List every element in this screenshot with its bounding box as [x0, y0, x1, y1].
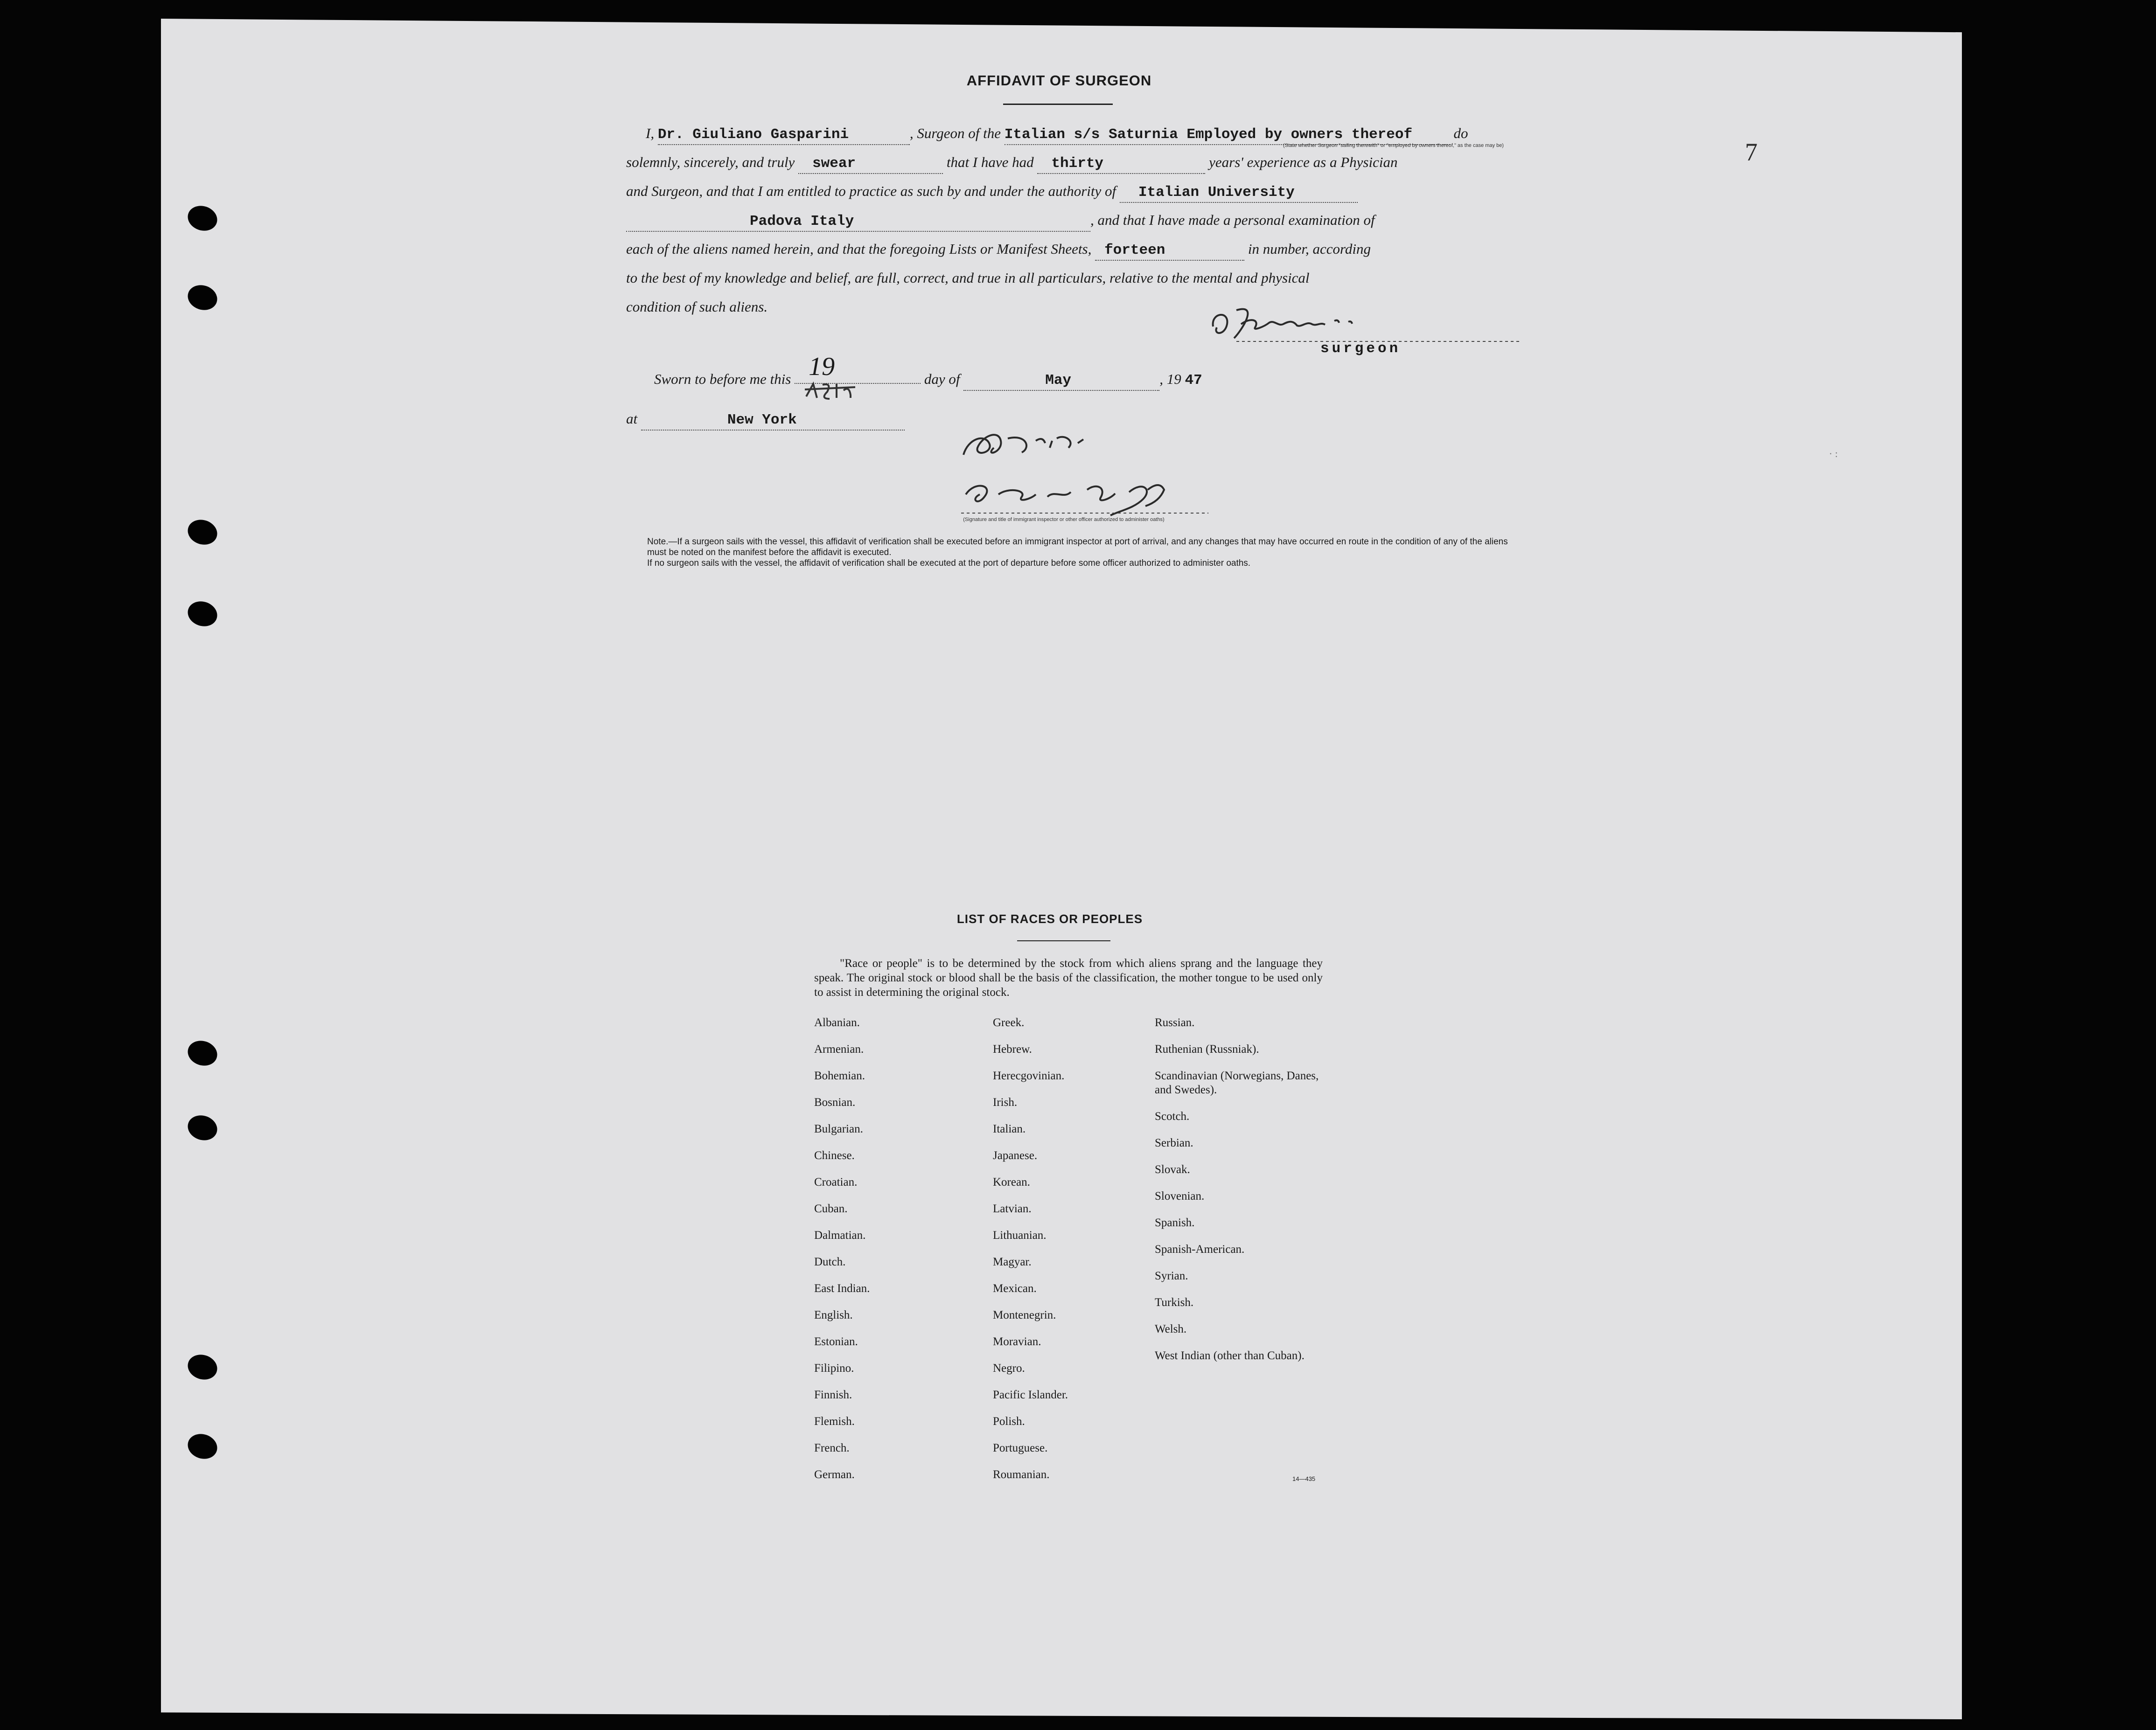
- note-text: [626, 536, 1516, 569]
- race-item: Welsh.: [1155, 1323, 1187, 1335]
- race-item: Slovenian.: [1155, 1190, 1205, 1202]
- speck-marks: · :: [1829, 448, 1838, 459]
- race-item: Armenian.: [814, 1043, 864, 1056]
- race-item: Scandinavian (Norwegians, Danes, and Swedes).: [1155, 1070, 1319, 1096]
- race-item: Pacific Islander.: [993, 1389, 1068, 1401]
- inspector-signature: [956, 420, 1218, 522]
- race-item: Russian.: [1155, 1016, 1195, 1029]
- race-item: Latvian.: [993, 1202, 1032, 1215]
- sworn-day-value: 19: [809, 352, 835, 381]
- years-field: thirty: [1037, 154, 1205, 174]
- race-item: Ruthenian (Russniak).: [1155, 1043, 1259, 1056]
- race-item: Portuguese.: [993, 1442, 1048, 1454]
- race-item: Polish.: [993, 1415, 1025, 1428]
- races-rule: [1017, 940, 1110, 941]
- vessel-field: Italian s/s Saturnia Employed by owners thereof: [1005, 125, 1450, 145]
- races-intro: "Race or people" is to be determined by the stock from which aliens sprang and the language they speak. The original stock or blood shall be the basis of the classification, the mother tongue to be used only to assist in determining the original stock.: [814, 957, 1323, 999]
- race-item: West Indian (other than Cuban).: [1155, 1349, 1305, 1362]
- race-item: Negro.: [993, 1362, 1025, 1375]
- oath-field: swear: [798, 154, 943, 174]
- race-item: Herecgovinian.: [993, 1070, 1065, 1082]
- authority-field: Italian University: [1120, 183, 1358, 203]
- at-line: at New York: [626, 406, 1516, 432]
- race-item: Japanese.: [993, 1149, 1038, 1162]
- officer-caption: (Signature and title of immigrant inspector or other officer authorized to administer oaths): [963, 517, 1165, 522]
- race-item: Italian.: [993, 1123, 1026, 1135]
- races-column-1: [814, 1016, 870, 1494]
- race-item: Dalmatian.: [814, 1229, 866, 1242]
- race-item: Irish.: [993, 1096, 1018, 1109]
- race-item: German.: [814, 1468, 855, 1481]
- race-item: Spanish.: [1155, 1216, 1195, 1229]
- race-item: Turkish.: [1155, 1296, 1194, 1309]
- race-item: Roumanian.: [993, 1468, 1050, 1481]
- affidavit-title: AFFIDAVIT OF SURGEON: [966, 72, 1152, 89]
- race-item: Syrian.: [1155, 1270, 1188, 1282]
- race-item: Finnish.: [814, 1389, 852, 1401]
- at-place-field: New York: [641, 411, 905, 431]
- race-item: Greek.: [993, 1016, 1025, 1029]
- note-paragraph-2: If no surgeon sails with the vessel, the affidavit of verification shall be executed at the port of departure before some officer authorized to administer oaths.: [647, 558, 1251, 568]
- race-item: East Indian.: [814, 1282, 870, 1295]
- race-item: Albanian.: [814, 1016, 860, 1029]
- affidavit-line-4: Padova Italy , and that I have made a personal examination of: [626, 207, 1516, 233]
- race-item: Flemish.: [814, 1415, 855, 1428]
- place-field: Padova Italy: [626, 212, 1090, 232]
- race-item: Scotch.: [1155, 1110, 1190, 1123]
- race-item: Bohemian.: [814, 1070, 865, 1082]
- race-item: Lithuanian.: [993, 1229, 1047, 1242]
- races-column-2: [993, 1016, 1068, 1494]
- races-title: LIST OF RACES OR PEOPLES: [956, 912, 1143, 926]
- race-item: Cuban.: [814, 1202, 848, 1215]
- surgeon-signature: [1208, 299, 1526, 345]
- race-item: Magyar.: [993, 1256, 1032, 1268]
- affidavit-line-3: and Surgeon, and that I am entitled to practice as such by and under the authority of Italian University: [626, 178, 1516, 204]
- note-paragraph-1: Note.—If a surgeon sails with the vessel, this affidavit of verification shall be executed before an immigrant inspector at port of arrival, and any changes that may have occurred en route in the condition of any of the aliens must be noted on the manifest before the affidavit is executed.: [647, 537, 1508, 557]
- race-item: Estonian.: [814, 1335, 858, 1348]
- race-item: Bosnian.: [814, 1096, 856, 1109]
- page-mark: 7: [1745, 138, 1758, 166]
- race-item: Slovak.: [1155, 1163, 1190, 1176]
- sworn-month-field: May: [963, 371, 1159, 391]
- race-item: Dutch.: [814, 1256, 846, 1268]
- form-number: 14—435: [1292, 1475, 1316, 1482]
- struck-date-mark: [804, 380, 860, 401]
- sworn-day-field: [795, 352, 921, 384]
- race-item: Croatian.: [814, 1176, 858, 1188]
- title-rule: [1003, 104, 1113, 105]
- race-item: Spanish-American.: [1155, 1243, 1245, 1256]
- races-column-3: [1155, 1016, 1323, 1390]
- affidavit-line-1: I, Dr. Giuliano Gasparini , Surgeon of the Italian s/s Saturnia Employed by owners thereof do: [626, 120, 1516, 146]
- sheets-field: forteen: [1095, 241, 1244, 261]
- race-item: Filipino.: [814, 1362, 854, 1375]
- affidavit-line-7: condition of such aliens.: [626, 299, 768, 315]
- race-item: Hebrew.: [993, 1043, 1032, 1056]
- affidavit-line-2: solemnly, sincerely, and truly swear that I have had thirty years' experience as a Physician: [626, 149, 1516, 175]
- sworn-line: Sworn to before me this 19 day of May , 19 47: [626, 366, 1516, 392]
- race-item: Mexican.: [993, 1282, 1037, 1295]
- employment-note: (State whether Surgeon "sailing therewith" or "employed by owners thereof," as the case may be): [1283, 143, 1504, 148]
- race-item: Chinese.: [814, 1149, 855, 1162]
- race-item: Moravian.: [993, 1335, 1041, 1348]
- race-item: Montenegrin.: [993, 1309, 1056, 1321]
- race-item: French.: [814, 1442, 850, 1454]
- affidavit-line-6: to the best of my knowledge and belief, are full, correct, and true in all particulars, relative to the mental and physical: [626, 270, 1310, 286]
- surgeon-label: surgeon: [1320, 340, 1401, 357]
- race-item: Serbian.: [1155, 1137, 1193, 1149]
- race-item: Bulgarian.: [814, 1123, 863, 1135]
- race-item: English.: [814, 1309, 853, 1321]
- surgeon-name-field: Dr. Giuliano Gasparini: [658, 125, 910, 145]
- sworn-year-field: 47: [1185, 372, 1202, 389]
- affidavit-line-5: each of the aliens named herein, and that the foregoing Lists or Manifest Sheets, forteen in number, according: [626, 236, 1516, 262]
- race-item: Korean.: [993, 1176, 1030, 1188]
